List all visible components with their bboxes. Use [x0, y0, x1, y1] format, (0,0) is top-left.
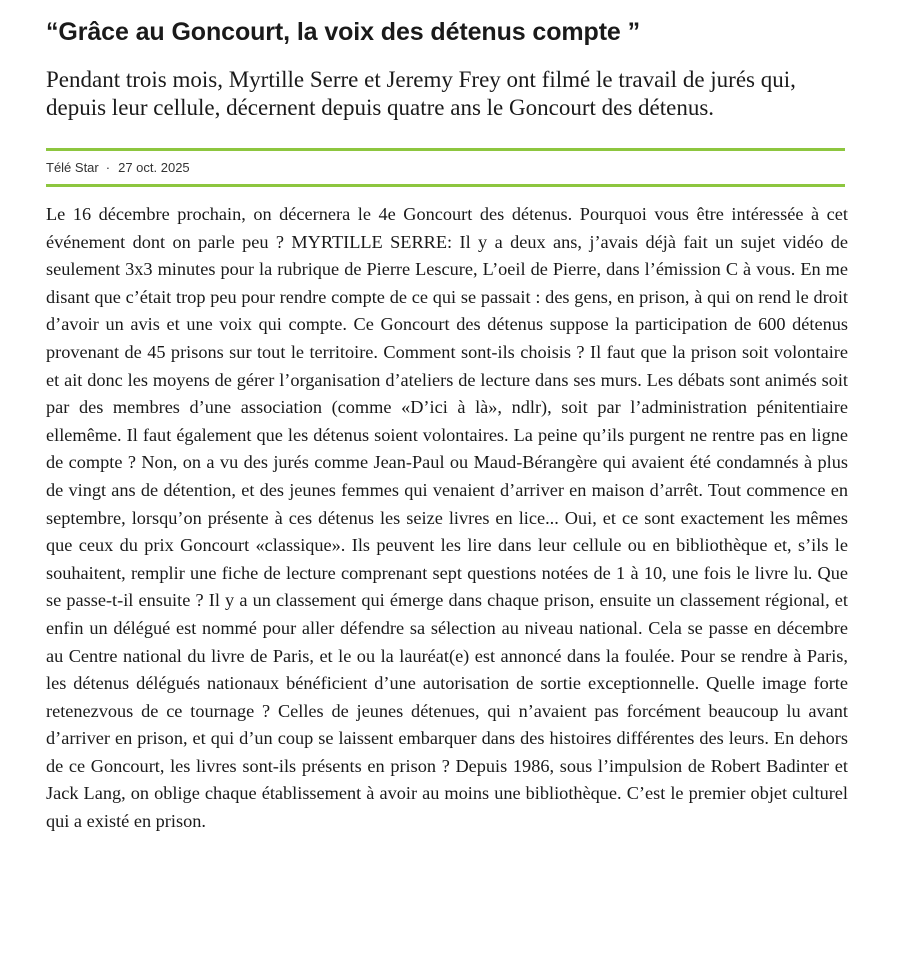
- article-source: Télé Star: [46, 160, 99, 175]
- article-body: Le 16 décembre prochain, on décernera le 4e Goncourt des détenus. Pourquoi vous être intéressée à cet événement dont on parle peu ? MYRTILLE SERRE: Il y a deux ans, j’avais déjà fait un sujet vidéo de seulement 3x3 minutes pour la rubrique de Pierre Lescure, L’oeil de Pierre, dans l’émission C à vous. En me disant que c’était trop peu pour rendre compte de ce qui se passait : des gens, en prison, à qui on rend le droit d’avoir un avis et une voix qui compte. Ce Goncourt des détenus suppose la participation de 600 détenus provenant de 45 prisons sur tout le territoire. Comment sont-ils choisis ? Il faut que la prison soit volontaire et ait donc les moyens de gérer l’organisation d’ateliers de lecture dans ses murs. Les débats sont animés soit par des membres d’une association (comme «D’ici à là», ndlr), soit par l’administration pénitentiaire ellemême. Il faut également que les détenus soient volontaires. La peine qu’ils purgent ne rentre pas en ligne de compte ? Non, on a vu des jurés comme Jean-Paul ou Maud-Bérangère qui avaient été condamnés à plus de vingt ans de détention, et des jeunes femmes qui venaient d’arriver en maison d’arrêt. Tout commence en septembre, lorsqu’on présente à ces détenus les seize livres en lice... Oui, et ce sont exactement les mêmes que ceux du prix Goncourt «classique». Ils peuvent les lire dans leur cellule ou en bibliothèque et, s’ils le souhaitent, remplir une fiche de lecture comprenant sept questions notées de 1 à 10, une fois le livre lu. Que se passe-t-il ensuite ? Il y a un classement qui émerge dans chaque prison, ensuite un classement régional, et enfin un délégué est nommé pour aller défendre sa sélection au niveau national. Cela se passe en décembre au Centre national du livre de Paris, et le ou la lauréat(e) est annoncé dans la foulée. Pour se rendre à Paris, les détenus délégués nationaux bénéficient d’une autorisation de sortie exceptionnelle. Quelle image forte retenezvous de ce tournage ? Celles de jeunes détenues, qui n’avaient pas forcément beaucoup lu avant d’arriver en prison, et qui d’un coup se laissent embarquer dans des histoires différentes des leurs. En dehors de ce Goncourt, les livres sont-ils présents en prison ? Depuis 1986, sous l’impulsion de Robert Badinter et Jack Lang, on oblige chaque établissement à avoir au moins une bibliothèque. C’est le premier objet culturel qui a existé en prison.: [46, 204, 848, 832]
- meta-separator: ·: [105, 160, 111, 175]
- article-title: “Grâce au Goncourt, la voix des détenus compte ”: [46, 18, 640, 46]
- article-meta-bar: [46, 148, 845, 187]
- article-subtitle: Pendant trois mois, Myrtille Serre et Jeremy Frey ont filmé le travail de jurés qui, depuis leur cellule, décernent depuis quatre ans le Goncourt des détenus.: [46, 67, 796, 120]
- article-date: 27 oct. 2025: [118, 160, 190, 175]
